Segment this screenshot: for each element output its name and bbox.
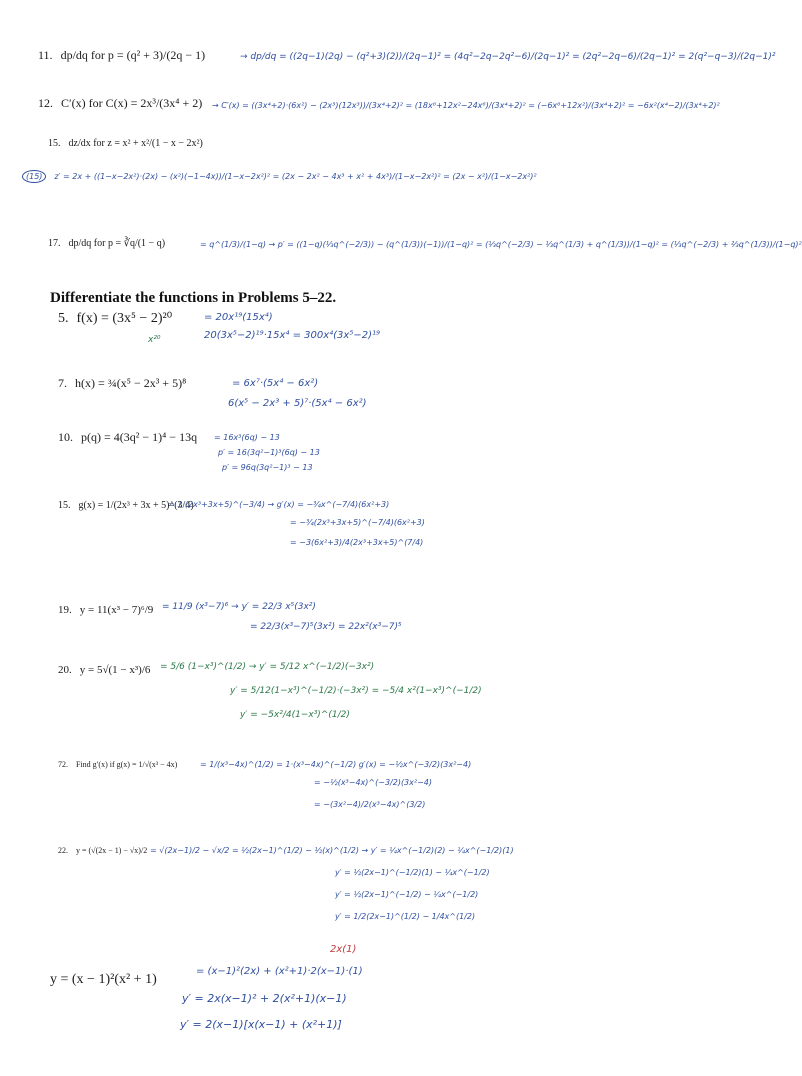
note-product-rule: 2x(1) — [330, 944, 357, 955]
work-20-line3: y′ = −5x²/4(1−x³)^(1/2) — [240, 710, 350, 720]
work-22-line1: = √(2x−1)/2 − √x/2 = ½(2x−1)^(1/2) − ½(x)^(1/2) → y′ = ¼x^(−1/2)(2) − ¼x^(−1/2)(1) — [150, 846, 514, 855]
work-10-line1: = 16x³(6q) − 13 — [214, 433, 280, 442]
problem-product-rule: y = (x − 1)²(x² + 1) — [50, 972, 157, 987]
work-11: → dp/dq = ((2q−1)(2q) − (q²+3)(2))/(2q−1)² = (4q²−2q−2q²−6)/(2q−1)² = (2q²−2q−6)/(2q−1)² = 2(q²−q−3)/(2q−1)² — [240, 52, 776, 62]
work-15a: (15) z′ = 2x + ((1−x−2x²)·(2x) − (x²)(−1−4x))/(1−x−2x²)² = (2x − 2x² − 4x³ + x² + 4x³)/(1−x−2x²)² = (2x − x²)/(1−x−2x²)² — [22, 172, 537, 181]
work-19-line2: = 22/3(x³−7)⁵(3x²) = 22x²(x³−7)⁵ — [250, 622, 402, 632]
work-10-line2: p′ = 16(3q²−1)³(6q) − 13 — [218, 448, 320, 457]
work-15b-line2: = −¾(2x³+3x+5)^(−7/4)(6x²+3) — [290, 518, 425, 527]
work-72-line2: = −½(x³−4x)^(−3/2)(3x²−4) — [314, 778, 433, 787]
note-5: x²⁰ — [148, 335, 161, 345]
work-20-line2: y′ = 5/12(1−x³)^(−1/2)·(−3x²) = −5/4 x²(1−x³)^(−1/2) — [230, 686, 482, 696]
work-5-line1: = 20x¹⁹(15x⁴) — [204, 312, 273, 323]
problem-12: 12. C′(x) for C(x) = 2x³/(3x⁴ + 2) — [38, 96, 203, 110]
work-product-line2: y′ = 2x(x−1)² + 2(x²+1)(x−1) — [182, 992, 347, 1005]
problem-10: 10. p(q) = 4(3q² − 1)⁴ − 13q — [58, 430, 198, 444]
work-15b-line1: = 1·(2x³+3x+5)^(−3/4) → g′(x) = −¾x^(−7/4)(6x²+3) — [168, 500, 390, 509]
problem-7: 7. h(x) = ¾(x⁵ − 2x³ + 5)⁸ — [58, 376, 187, 390]
work-19-line1: = 11/9 (x³−7)⁶ → y′ = 22/3 x⁵(3x²) — [162, 602, 316, 612]
work-22-line4: y′ = 1/2(2x−1)^(1/2) − 1/4x^(1/2) — [335, 912, 476, 921]
work-22-line3: y′ = ½(2x−1)^(−1/2) − ¼x^(−1/2) — [335, 890, 479, 899]
work-product-line3: y′ = 2(x−1)[x(x−1) + (x²+1)] — [180, 1018, 342, 1031]
work-72-line1: = 1/(x³−4x)^(1/2) = 1·(x³−4x)^(−1/2) g′(x) = −½x^(−3/2)(3x²−4) — [200, 760, 472, 769]
work-22-line2: y′ = ½(2x−1)^(−1/2)(1) − ¼x^(−1/2) — [335, 868, 490, 877]
section-heading: Differentiate the functions in Problems 5–22. — [50, 290, 337, 306]
problem-5: 5. f(x) = (3x⁵ − 2)²⁰ — [58, 311, 173, 326]
work-10-line3: p′ = 96q(3q²−1)³ − 13 — [222, 463, 313, 472]
problem-72: 72. Find g′(x) if g(x) = 1/√(x³ − 4x) — [58, 760, 178, 769]
problem-20: 20. y = 5√(1 − x³)/6 — [58, 664, 151, 676]
problem-15b: 15. g(x) = 1/(2x³ + 3x + 5)^(3/4) — [58, 500, 194, 511]
work-7-line2: 6(x⁵ − 2x³ + 5)⁷·(5x⁴ − 6x²) — [228, 398, 367, 409]
problem-11: 11. dp/dq for p = (q² + 3)/(2q − 1) — [38, 48, 206, 62]
problem-22: 22. y = (√(2x − 1) − √x)/2 — [58, 846, 148, 855]
work-72-line3: = −(3x²−4)/2(x³−4x)^(3/2) — [314, 800, 426, 809]
work-7-line1: = 6x⁷·(5x⁴ − 6x²) — [232, 378, 319, 389]
work-17: = q^(1/3)/(1−q) → p′ = ((1−q)(⅓q^(−2/3)) − (q^(1/3))(−1))/(1−q)² = (⅓q^(−2/3) − ⅓q^(1/3) + q^(1/3))/(1−q)² = (⅓q^(−2/3) + ⅔q^(1/3))/(1−q)² — [200, 240, 802, 249]
work-12: → C′(x) = ((3x⁴+2)·(6x²) − (2x³)(12x³))/(3x⁴+2)² = (18x⁶+12x²−24x⁶)/(3x⁴+2)² = (−6x⁶+12x²)/(3x⁴+2)² = −6x²(x⁴−2)/(3x⁴+2)² — [212, 101, 720, 110]
work-5-line2: 20(3x⁵−2)¹⁹·15x⁴ = 300x⁴(3x⁵−2)¹⁹ — [204, 330, 381, 341]
problem-15a: 15. dz/dx for z = x² + x²/(1 − x − 2x²) — [48, 138, 203, 149]
work-15b-line3: = −3(6x²+3)/4(2x³+3x+5)^(7/4) — [290, 538, 424, 547]
work-20-line1: = 5/6 (1−x³)^(1/2) → y′ = 5/12 x^(−1/2)(−3x²) — [160, 662, 375, 672]
problem-17: 17. dp/dq for p = ∛q/(1 − q) — [48, 238, 166, 249]
work-product-line1: = (x−1)²(2x) + (x²+1)·2(x−1)·(1) — [196, 966, 363, 977]
problem-19: 19. y = 11(x³ − 7)⁶/9 — [58, 604, 154, 616]
